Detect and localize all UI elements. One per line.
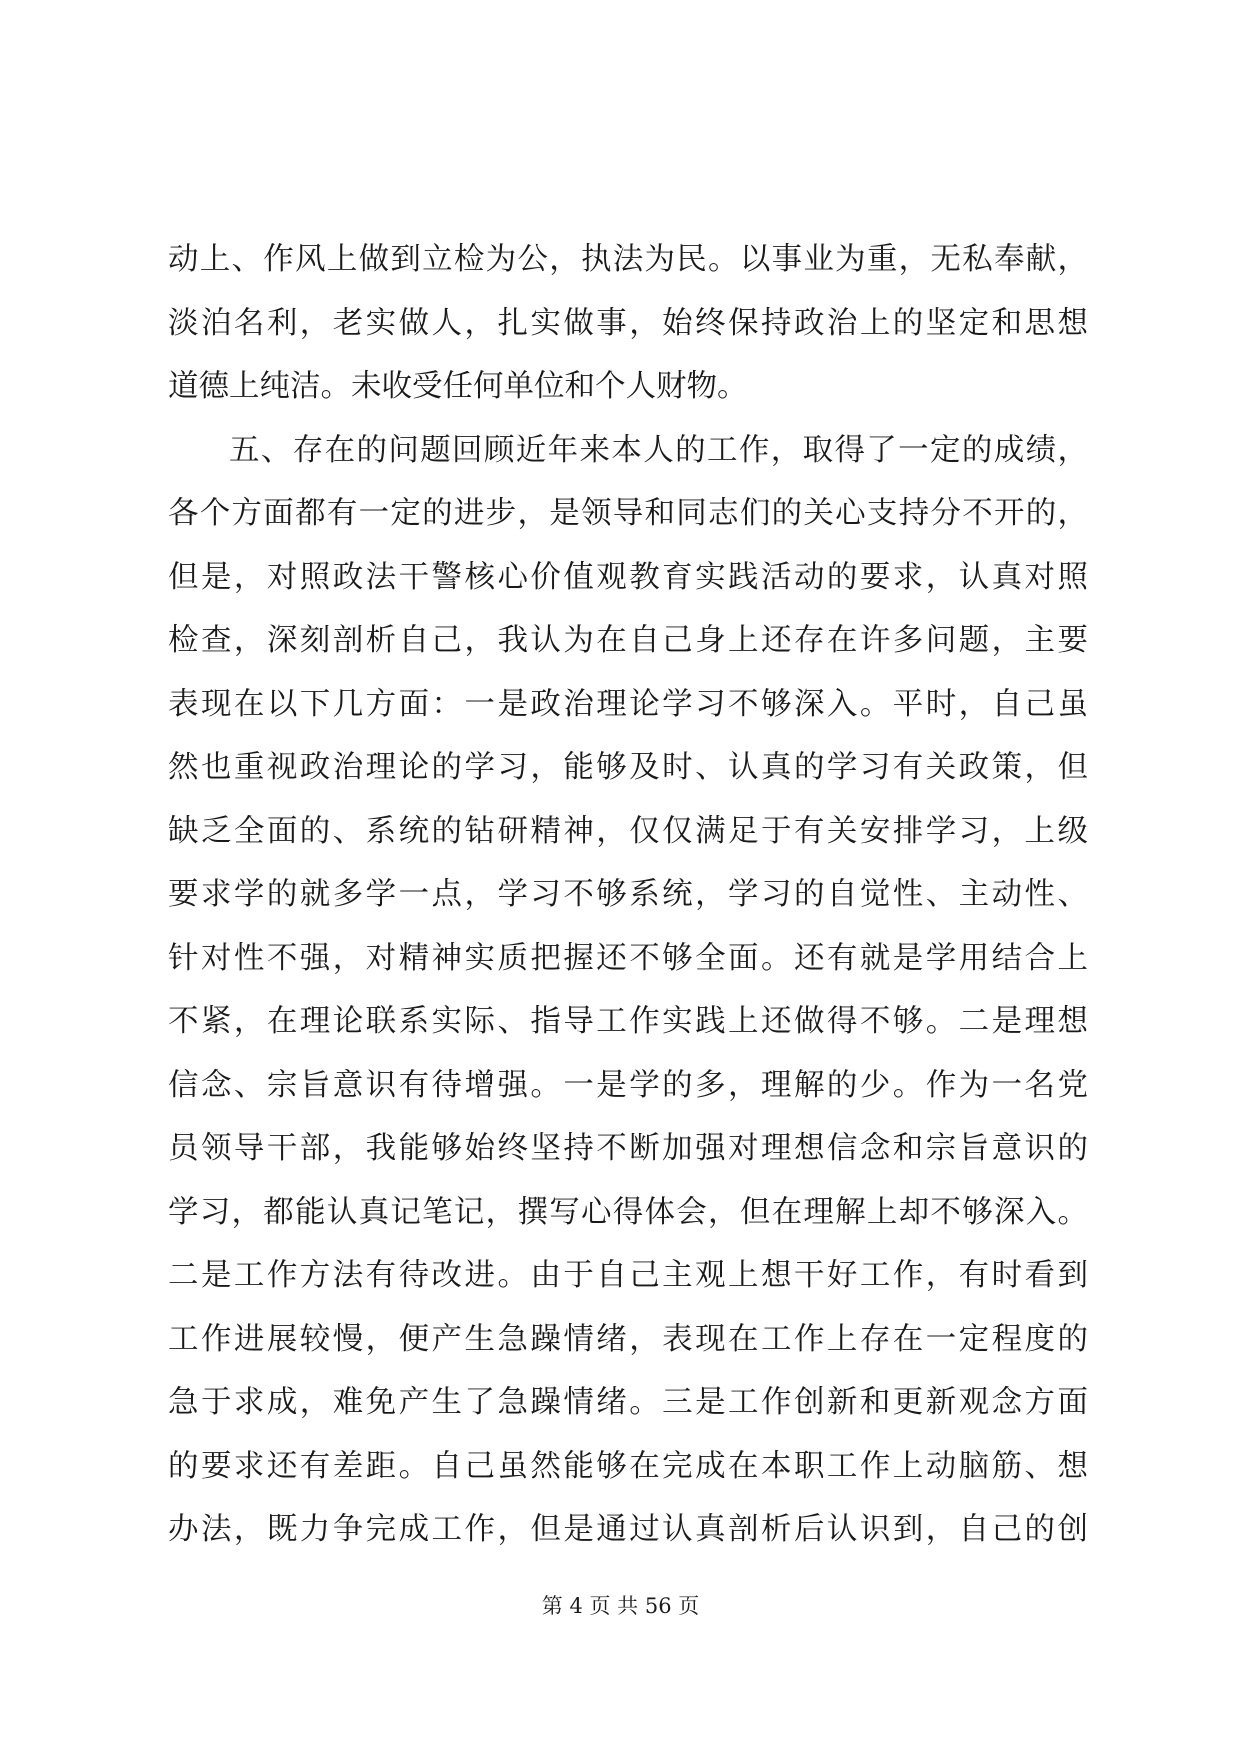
text-line: 检查，深刻剖析自己，我认为在自己身上还存在许多问题，主要 <box>168 623 1088 658</box>
text-line: 表现在以下几方面：一是政治理论学习不够深入。平时，自己虽 <box>168 686 1088 722</box>
text-line: 淡泊名利，老实做人，扎实做事，始终保持政治上的坚定和思想 <box>168 305 1088 341</box>
text-line: 针对性不强，对精神实质把握还不够全面。还有就是学用结合上 <box>168 940 1088 976</box>
text-line: 工作进展较慢，便产生急躁情绪，表现在工作上存在一定程度的 <box>168 1321 1088 1357</box>
text-line: 办法，既力争完成工作，但是通过认真剖析后认识到，自己的创 <box>168 1512 1088 1547</box>
text-line: 但是，对照政法干警核心价值观教育实践活动的要求，认真对照 <box>168 559 1088 595</box>
text-line: 然也重视政治理论的学习，能够及时、认真的学习有关政策，但 <box>168 750 1088 785</box>
text-line: 的要求还有差距。自己虽然能够在完成在本职工作上动脑筋、想 <box>168 1448 1088 1484</box>
text-line: 员领导干部，我能够始终坚持不断加强对理想信念和宗旨意识的 <box>168 1131 1088 1166</box>
text-line: 缺乏全面的、系统的钻研精神，仅仅满足于有关安排学习，上级 <box>168 813 1088 849</box>
text-line: 信念、宗旨意识有待增强。一是学的多，理解的少。作为一名党 <box>168 1067 1088 1103</box>
text-line: 各个方面都有一定的进步，是领导和同志们的关心支持分不开的， <box>168 496 1088 531</box>
page-number-footer: 第 4 页 共 56 页 <box>541 1594 700 1618</box>
text-line: 二是工作方法有待改进。由于自己主观上想干好工作，有时看到 <box>168 1258 1088 1293</box>
text-line: 学习，都能认真记笔记，撰写心得体会，但在理解上却不够深入。 <box>168 1194 1088 1230</box>
text-line: 道德上纯洁。未收受任何单位和个人财物。 <box>168 369 748 404</box>
body-text <box>168 228 1088 1562</box>
text-line: 急于求成，难免产生了急躁情绪。三是工作创新和更新观念方面 <box>168 1385 1088 1420</box>
text-line: 要求学的就多学一点，学习不够系统，学习的自觉性、主动性、 <box>168 877 1088 912</box>
text-line: 不紧，在理论联系实际、指导工作实践上还做得不够。二是理想 <box>168 1004 1088 1039</box>
text-line: 五、存在的问题回顾近年来本人的工作，取得了一定的成绩， <box>229 432 1088 468</box>
text-line: 动上、作风上做到立检为公，执法为民。以事业为重，无私奉献， <box>168 242 1088 277</box>
